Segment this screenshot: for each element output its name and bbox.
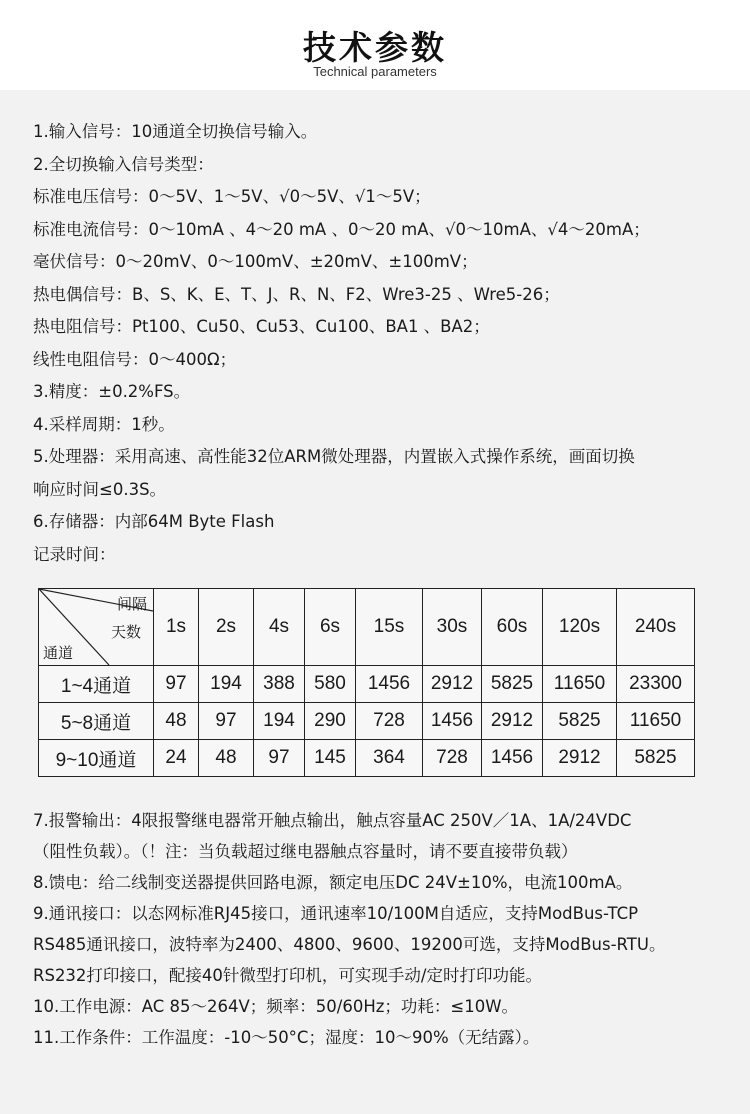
table-cell: 11650	[543, 666, 617, 703]
row-label: 9~10通道	[39, 740, 154, 777]
interval-header: 30s	[423, 589, 482, 666]
table-cell: 2912	[482, 703, 543, 740]
table-cell: 1456	[423, 703, 482, 740]
table-header-row	[39, 589, 695, 666]
table-cell: 48	[199, 740, 254, 777]
table-cell: 97	[154, 666, 199, 703]
table-cell: 2912	[423, 666, 482, 703]
spec-line-comm-rs232: RS232打印接口，配接40针微型打印机，可实现手动/定时打印功能。	[33, 966, 542, 985]
table-cell: 145	[305, 740, 356, 777]
table-row	[39, 666, 695, 703]
table-cell: 5825	[482, 666, 543, 703]
table-cell: 728	[423, 740, 482, 777]
table-cell: 97	[254, 740, 305, 777]
spec-line-alarm-note: （阻性负载）。（！注：当负载超过继电器触点容量时，请不要直接带负载）	[33, 842, 578, 861]
table-cell: 97	[199, 703, 254, 740]
record-time-table	[38, 588, 695, 777]
spec-line-input-types: 2.全切换输入信号类型：	[33, 154, 214, 174]
spec-line-power: 10.工作电源：AC 85～264V；频率：50/60Hz；功耗：≤10W。	[33, 997, 519, 1016]
spec-line-thermocouple: 热电偶信号：B、S、K、E、T、J、R、N、F2、Wre3-25 、Wre5-26；	[33, 284, 560, 304]
interval-header: 120s	[543, 589, 617, 666]
interval-header: 15s	[356, 589, 423, 666]
interval-header: 4s	[254, 589, 305, 666]
spec-line-input: 1.输入信号：10通道全切换信号输入。	[33, 122, 318, 141]
spec-line-accuracy: 3.精度：±0.2%FS。	[33, 382, 191, 401]
table-cell: 1456	[356, 666, 423, 703]
table-corner-cell	[39, 589, 154, 666]
row-label: 5~8通道	[39, 703, 154, 740]
spec-line-comm-rs485: RS485通讯接口，波特率为2400、4800、9600、19200可选，支持ModBus-RTU。	[33, 935, 666, 954]
row-label: 1~4通道	[39, 666, 154, 703]
table-cell: 728	[356, 703, 423, 740]
table-cell: 5825	[543, 703, 617, 740]
table-cell: 364	[356, 740, 423, 777]
spec-line-comm-eth: 9.通讯接口：以态网标准RJ45接口，通讯速率10/100M自适应，支持ModBus-TCP	[33, 904, 639, 923]
table-cell: 290	[305, 703, 356, 740]
spec-line-storage: 6.存储器：内部64M Byte Flash	[33, 512, 275, 531]
interval-header: 60s	[482, 589, 543, 666]
spec-line-alarm: 7.报警输出：4限报警继电器常开触点输出，触点容量AC 250V／1A、1A/24VDC	[33, 811, 632, 830]
page-subtitle: Technical parameters	[313, 64, 437, 79]
interval-header: 2s	[199, 589, 254, 666]
table-cell: 194	[199, 666, 254, 703]
table-row	[39, 740, 695, 777]
corner-label-interval: 间隔	[116, 596, 147, 613]
spec-line-feed: 8.馈电：给二线制变送器提供回路电源，额定电压DC 24V±10%，电流100mA。	[33, 873, 633, 892]
interval-header: 240s	[617, 589, 695, 666]
table-cell: 23300	[617, 666, 695, 703]
corner-label-days: 天数	[110, 624, 141, 641]
spec-list-lower	[33, 805, 733, 1053]
spec-list	[33, 116, 723, 571]
table-cell: 5825	[617, 740, 695, 777]
table-cell: 48	[154, 703, 199, 740]
page-title: 技术参数	[303, 28, 447, 67]
corner-label-channel: 通道	[43, 645, 74, 662]
spec-line-processor: 5.处理器：采用高速、高性能32位ARM微处理器，内置嵌入式操作系统，画面切换	[33, 447, 635, 466]
spec-line-voltage: 标准电压信号：0～5V、1～5V、√0～5V、√1～5V；	[33, 187, 431, 206]
table-row	[39, 703, 695, 740]
table-cell: 388	[254, 666, 305, 703]
spec-line-rtd: 热电阻信号：Pt100、Cu50、Cu53、Cu100、BA1 、BA2；	[33, 317, 490, 336]
spec-line-millivolt: 毫伏信号：0～20mV、0～100mV、±20mV、±100mV；	[33, 252, 478, 271]
spec-line-resistance: 线性电阻信号：0～400Ω；	[33, 349, 237, 369]
table-cell: 580	[305, 666, 356, 703]
interval-header: 6s	[305, 589, 356, 666]
spec-line-conditions: 11.工作条件：工作温度：-10～50°C；湿度：10～90%（无结露）。	[33, 1028, 540, 1047]
table-cell: 194	[254, 703, 305, 740]
table-cell: 24	[154, 740, 199, 777]
header-band	[0, 0, 750, 90]
spec-line-response: 响应时间≤0.3S。	[33, 479, 167, 499]
table-cell: 11650	[617, 703, 695, 740]
spec-line-current: 标准电流信号：0～10mA 、4～20 mA 、0～20 mA、√0～10mA、√4～20mA；	[33, 219, 650, 239]
spec-line-record-time: 记录时间：	[33, 544, 116, 564]
interval-header: 1s	[154, 589, 199, 666]
table-cell: 1456	[482, 740, 543, 777]
spec-line-sampling: 4.采样周期：1秒。	[33, 414, 175, 434]
table-cell: 2912	[543, 740, 617, 777]
